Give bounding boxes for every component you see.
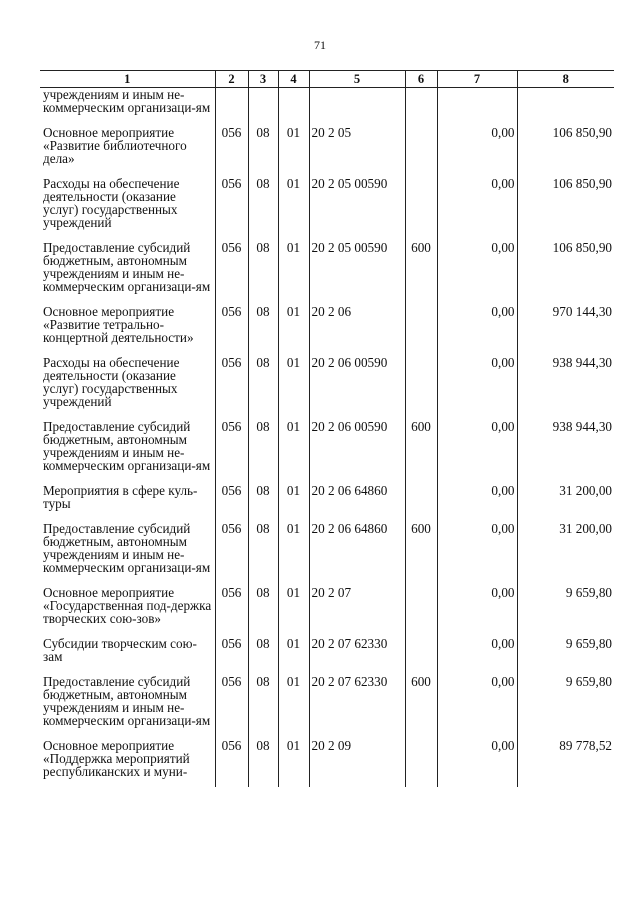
subsection-code: 01 — [278, 739, 309, 787]
section-code: 08 — [248, 484, 278, 522]
amount-col-7: 0,00 — [437, 420, 517, 484]
row-name: Основное мероприятие «Развитие тетрально-концертной деятельности» — [40, 305, 215, 356]
page-number: 71 — [314, 38, 326, 52]
section-code: 08 — [248, 241, 278, 305]
target-article-code: 20 2 06 64860 — [309, 484, 405, 522]
column-header: 5 — [309, 71, 405, 88]
subsection-code: 01 — [278, 586, 309, 637]
section-code: 08 — [248, 586, 278, 637]
amount-col-8: 89 778,52 — [517, 739, 614, 787]
ministry-code: 056 — [215, 356, 248, 420]
amount-col-8: 106 850,90 — [517, 126, 614, 177]
ministry-code: 056 — [215, 420, 248, 484]
amount-col-8: 106 850,90 — [517, 241, 614, 305]
amount-col-8: 9 659,80 — [517, 675, 614, 739]
amount-col-8: 31 200,00 — [517, 484, 614, 522]
expense-type-code — [405, 126, 437, 177]
amount-col-8: 9 659,80 — [517, 586, 614, 637]
row-name: Субсидии творческим сою-зам — [40, 637, 215, 675]
target-article-code: 20 2 07 — [309, 586, 405, 637]
column-header: 1 — [40, 71, 215, 88]
table-row — [40, 522, 614, 586]
amount-col-7: 0,00 — [437, 241, 517, 305]
expense-type-code — [405, 88, 437, 127]
subsection-code: 01 — [278, 484, 309, 522]
table-row — [40, 739, 614, 787]
table-row — [40, 241, 614, 305]
target-article-code: 20 2 05 00590 — [309, 177, 405, 241]
table-row — [40, 637, 614, 675]
target-article-code: 20 2 09 — [309, 739, 405, 787]
column-header: 7 — [437, 71, 517, 88]
amount-col-7: 0,00 — [437, 126, 517, 177]
expense-type-code: 600 — [405, 420, 437, 484]
ministry-code: 056 — [215, 675, 248, 739]
amount-col-8 — [517, 88, 614, 127]
ministry-code: 056 — [215, 305, 248, 356]
section-code: 08 — [248, 675, 278, 739]
table-row — [40, 675, 614, 739]
row-name: Предоставление субсидий бюджетным, автономным учреждениям и иным не-коммерческим организаци-ям — [40, 675, 215, 739]
expense-type-code: 600 — [405, 675, 437, 739]
expense-type-code: 600 — [405, 522, 437, 586]
amount-col-7: 0,00 — [437, 356, 517, 420]
ministry-code: 056 — [215, 586, 248, 637]
column-header: 4 — [278, 71, 309, 88]
section-code: 08 — [248, 305, 278, 356]
row-name: Предоставление субсидий бюджетным, автономным учреждениям и иным не-коммерческим организаци-ям — [40, 420, 215, 484]
amount-col-8: 970 144,30 — [517, 305, 614, 356]
ministry-code: 056 — [215, 637, 248, 675]
amount-col-7: 0,00 — [437, 484, 517, 522]
subsection-code: 01 — [278, 420, 309, 484]
expense-type-code — [405, 637, 437, 675]
section-code: 08 — [248, 739, 278, 787]
row-name: Расходы на обеспечение деятельности (оказание услуг) государственных учреждений — [40, 356, 215, 420]
amount-col-8: 938 944,30 — [517, 356, 614, 420]
subsection-code: 01 — [278, 241, 309, 305]
section-code: 08 — [248, 177, 278, 241]
section-code: 08 — [248, 522, 278, 586]
expense-type-code — [405, 356, 437, 420]
amount-col-7: 0,00 — [437, 522, 517, 586]
amount-col-7: 0,00 — [437, 305, 517, 356]
ministry-code: 056 — [215, 126, 248, 177]
row-name: учреждениям и иным не-коммерческим организаци-ям — [40, 88, 215, 127]
header-row — [40, 71, 614, 88]
amount-col-8: 9 659,80 — [517, 637, 614, 675]
table-row — [40, 305, 614, 356]
amount-col-7: 0,00 — [437, 177, 517, 241]
target-article-code: 20 2 06 — [309, 305, 405, 356]
budget-table — [40, 70, 614, 787]
amount-col-7: 0,00 — [437, 586, 517, 637]
section-code: 08 — [248, 637, 278, 675]
ministry-code: 056 — [215, 739, 248, 787]
amount-col-7: 0,00 — [437, 675, 517, 739]
section-code: 08 — [248, 420, 278, 484]
table-row — [40, 126, 614, 177]
section-code: 08 — [248, 126, 278, 177]
subsection-code: 01 — [278, 675, 309, 739]
column-header: 6 — [405, 71, 437, 88]
subsection-code: 01 — [278, 637, 309, 675]
table-row — [40, 484, 614, 522]
row-name: Мероприятия в сфере куль-туры — [40, 484, 215, 522]
amount-col-8: 106 850,90 — [517, 177, 614, 241]
row-name: Расходы на обеспечение деятельности (оказание услуг) государственных учреждений — [40, 177, 215, 241]
row-name: Предоставление субсидий бюджетным, автономным учреждениям и иным не-коммерческим организаци-ям — [40, 522, 215, 586]
subsection-code: 01 — [278, 356, 309, 420]
target-article-code: 20 2 07 62330 — [309, 637, 405, 675]
table-row — [40, 88, 614, 127]
row-name: Основное мероприятие «Государственная под-держка творческих сою-зов» — [40, 586, 215, 637]
section-code — [248, 88, 278, 127]
expense-type-code — [405, 305, 437, 356]
ministry-code: 056 — [215, 241, 248, 305]
ministry-code: 056 — [215, 484, 248, 522]
subsection-code: 01 — [278, 126, 309, 177]
ministry-code — [215, 88, 248, 127]
amount-col-7: 0,00 — [437, 637, 517, 675]
target-article-code: 20 2 06 00590 — [309, 420, 405, 484]
table-row — [40, 177, 614, 241]
target-article-code: 20 2 07 62330 — [309, 675, 405, 739]
expense-type-code — [405, 484, 437, 522]
row-name: Основное мероприятие «Развитие библиотечного дела» — [40, 126, 215, 177]
subsection-code: 01 — [278, 177, 309, 241]
ministry-code: 056 — [215, 177, 248, 241]
subsection-code: 01 — [278, 305, 309, 356]
column-header: 3 — [248, 71, 278, 88]
target-article-code: 20 2 05 00590 — [309, 241, 405, 305]
expense-type-code: 600 — [405, 241, 437, 305]
column-header: 8 — [517, 71, 614, 88]
section-code: 08 — [248, 356, 278, 420]
expense-type-code — [405, 177, 437, 241]
table-row — [40, 586, 614, 637]
row-name: Предоставление субсидий бюджетным, автономным учреждениям и иным не-коммерческим организаци-ям — [40, 241, 215, 305]
target-article-code — [309, 88, 405, 127]
subsection-code — [278, 88, 309, 127]
amount-col-7: 0,00 — [437, 739, 517, 787]
expense-type-code — [405, 739, 437, 787]
target-article-code: 20 2 05 — [309, 126, 405, 177]
expense-type-code — [405, 586, 437, 637]
subsection-code: 01 — [278, 522, 309, 586]
column-header: 2 — [215, 71, 248, 88]
amount-col-8: 938 944,30 — [517, 420, 614, 484]
amount-col-7 — [437, 88, 517, 127]
amount-col-8: 31 200,00 — [517, 522, 614, 586]
table-row — [40, 356, 614, 420]
row-name: Основное мероприятие «Поддержка мероприятий республиканских и муни- — [40, 739, 215, 787]
target-article-code: 20 2 06 64860 — [309, 522, 405, 586]
ministry-code: 056 — [215, 522, 248, 586]
table-row — [40, 420, 614, 484]
target-article-code: 20 2 06 00590 — [309, 356, 405, 420]
